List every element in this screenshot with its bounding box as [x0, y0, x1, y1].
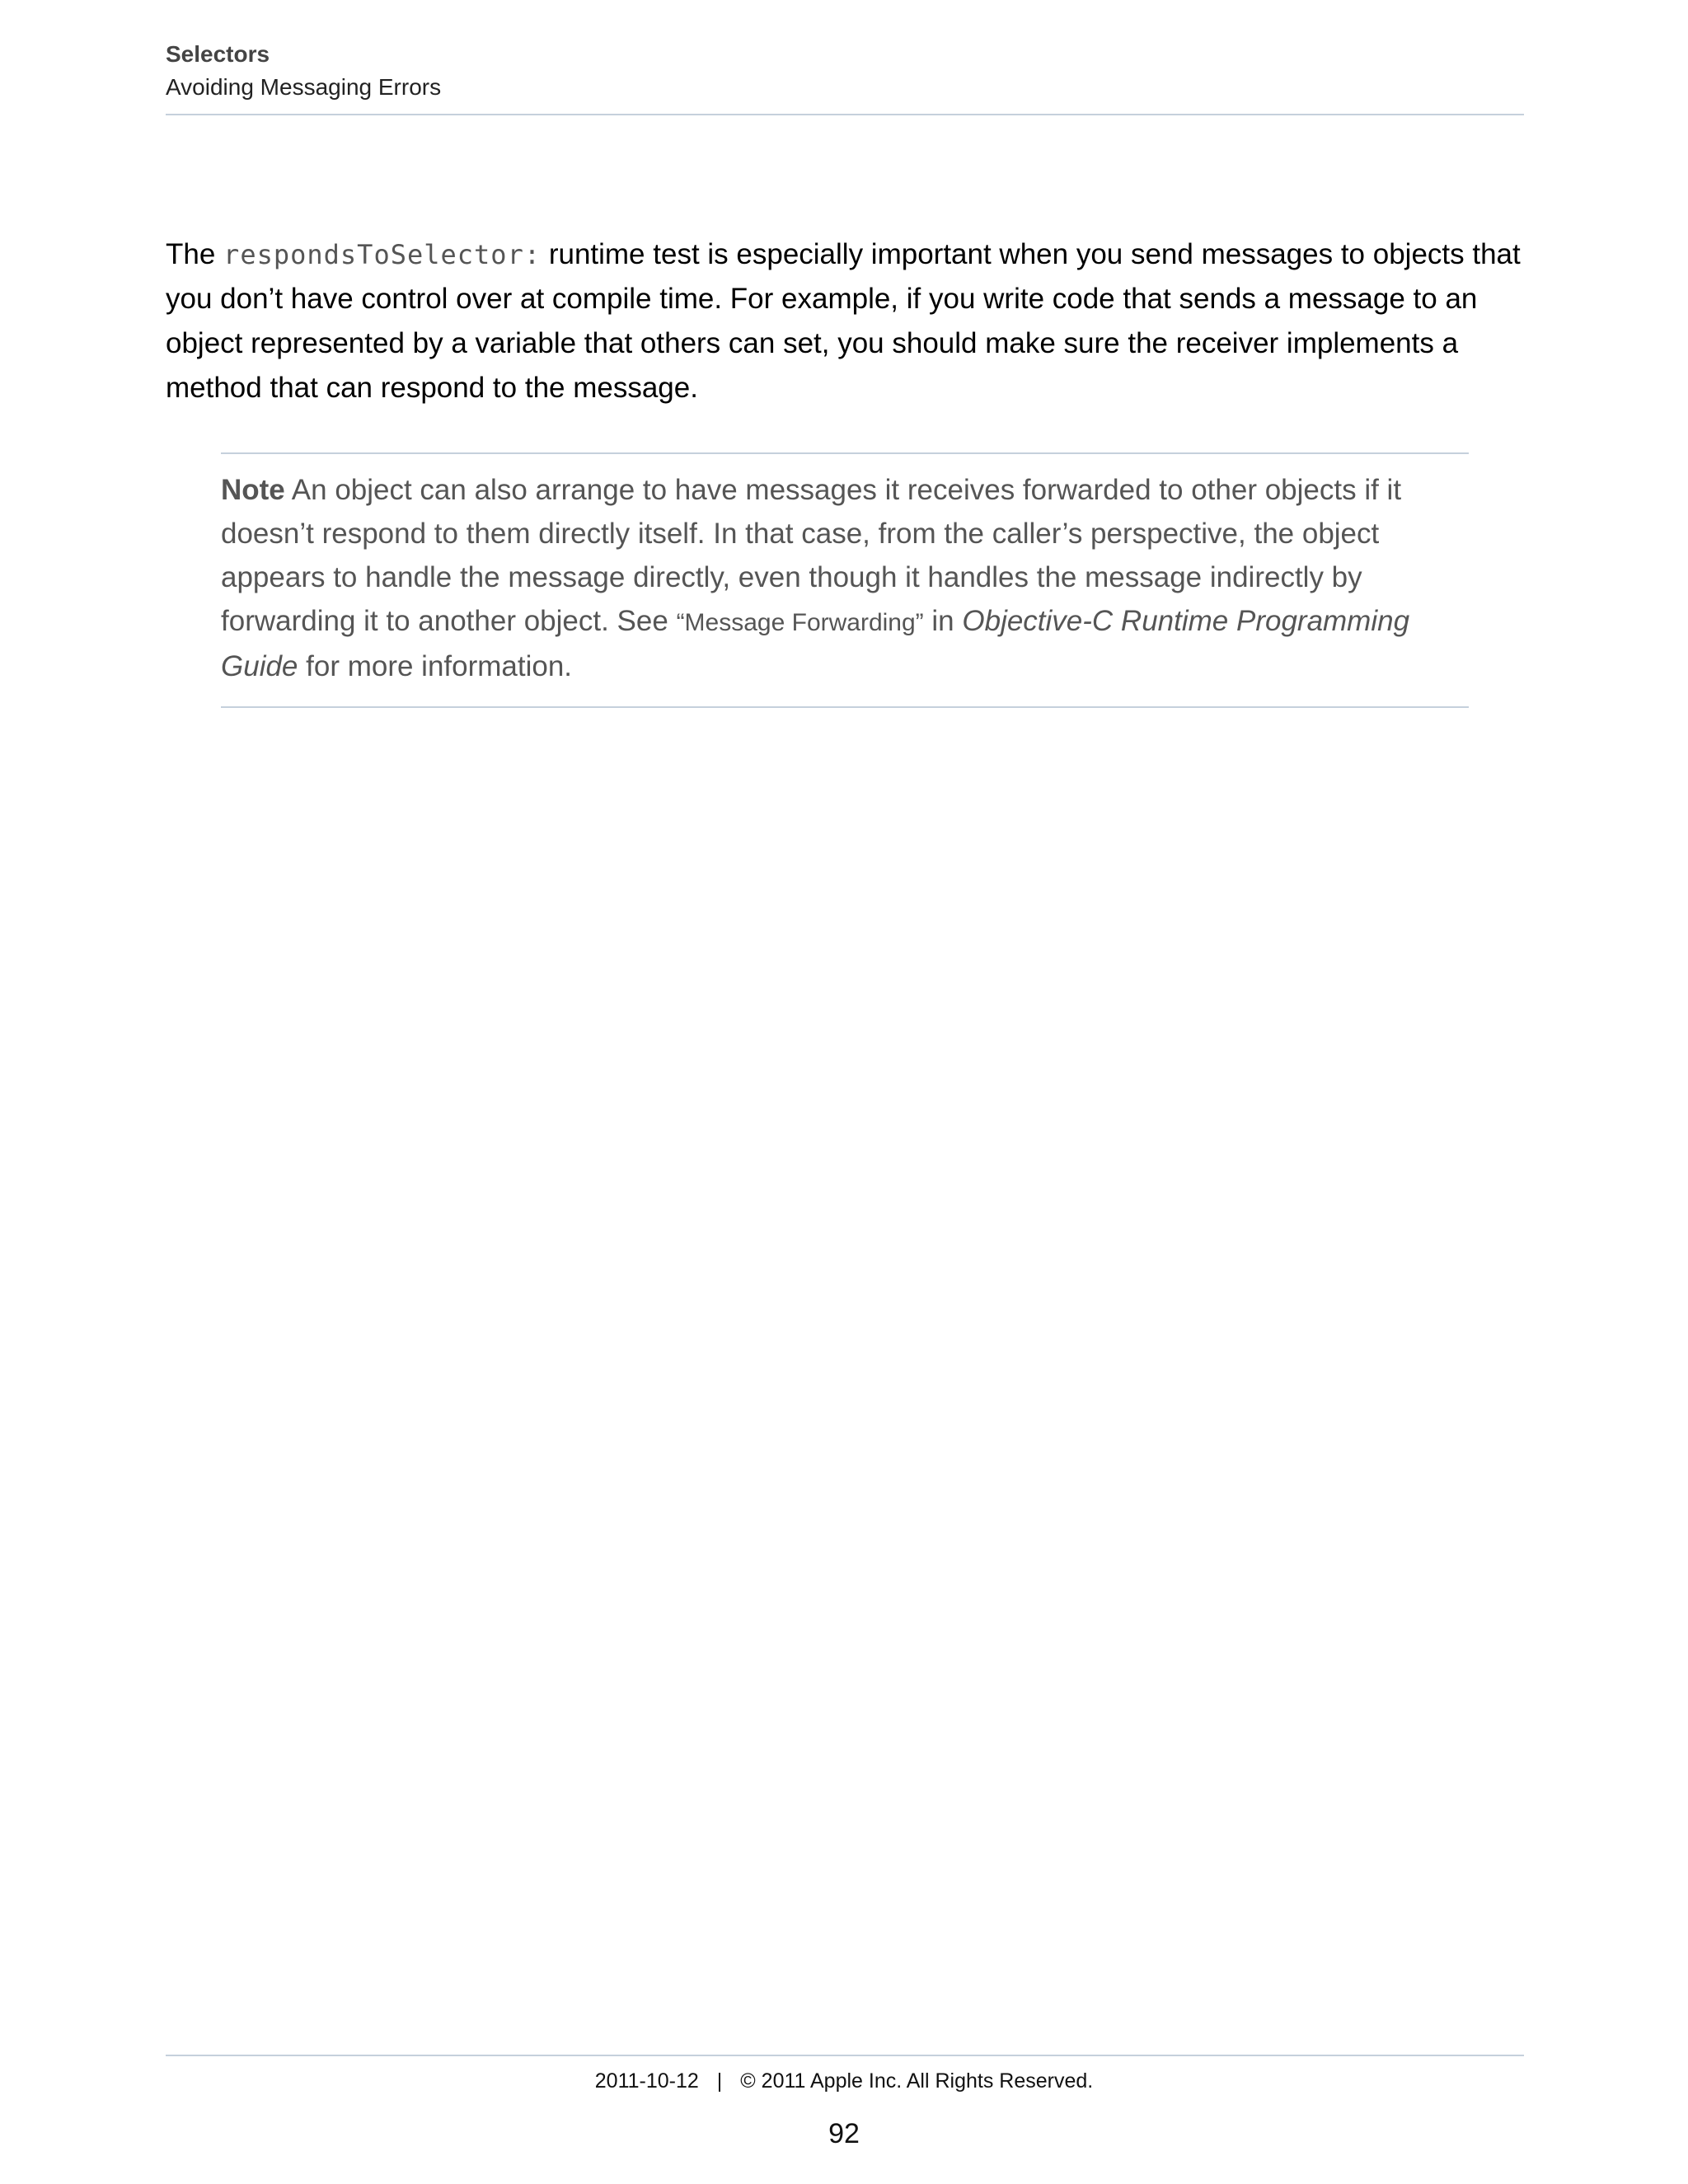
code-responds-to-selector: respondsToSelector:: [223, 239, 542, 270]
message-forwarding-link[interactable]: “Message Forwarding”: [676, 609, 924, 636]
footer-divider: [166, 2055, 1524, 2056]
note-suffix: for more information.: [298, 650, 573, 682]
note-in-text: in: [923, 605, 963, 637]
page-footer: [0, 2064, 1688, 2097]
note-text: An object can also arrange to have messages it receives forwarded to other objects if it doesn’t respond to them directly itself. In that case, from the caller’s perspective, the object appears to handle the message directly, even though it handles the message indirectly by forwarding it to another object. See: [221, 474, 1402, 637]
body-paragraph: [166, 232, 1527, 410]
footer-date: 2011-10-12: [594, 2069, 699, 2093]
runtime-guide-title-link[interactable]: Objective-C Runtime Programming Guide: [221, 605, 1410, 682]
header-chapter-title: Selectors: [166, 41, 270, 67]
note-box: [221, 452, 1469, 708]
page-header: [166, 38, 1524, 104]
footer-separator: |: [716, 2069, 723, 2093]
note-label: Note: [221, 474, 285, 506]
header-section-title: Avoiding Messaging Errors: [166, 74, 442, 100]
note-paragraph: [221, 468, 1469, 688]
header-divider: [166, 114, 1524, 115]
footer-copyright: © 2011 Apple Inc. All Rights Reserved.: [740, 2069, 1094, 2093]
body-prefix: The: [166, 238, 224, 270]
page-number: 92: [828, 2118, 860, 2149]
body-text: runtime test is especially important when you send messages to objects that you don’t have control over at compile time. For example, if you write code that sends a message to an object represented by a variable that others can set, you should make sure the receiver implements a method that can respond to the message.: [166, 238, 1521, 404]
